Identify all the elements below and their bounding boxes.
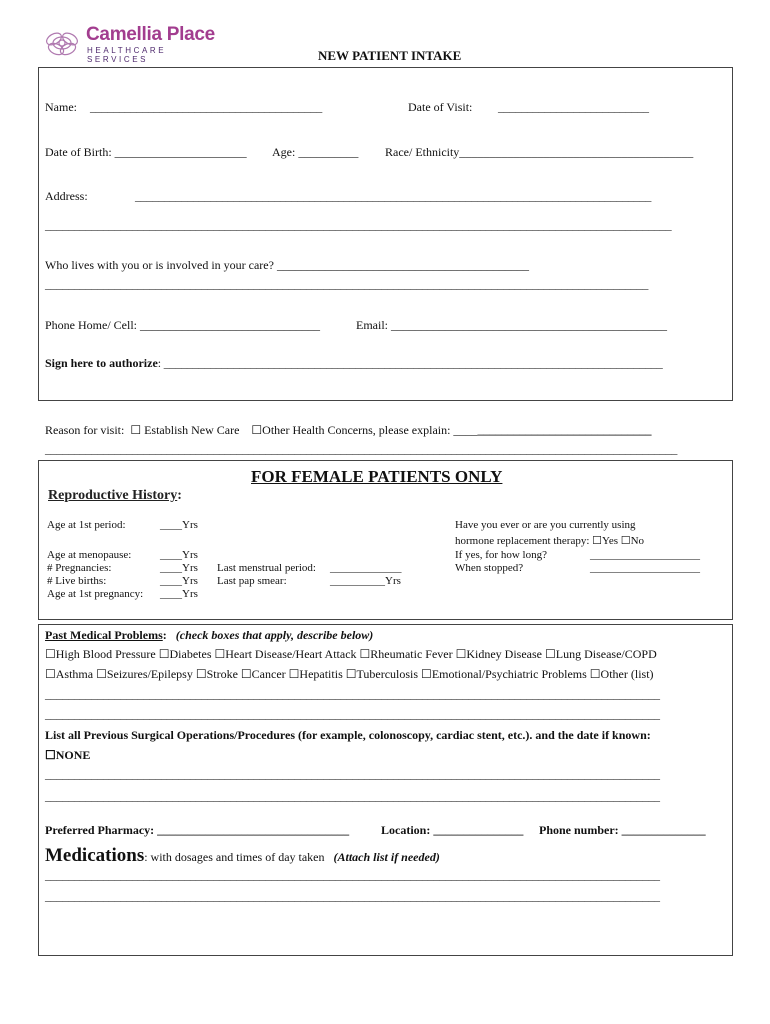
sign-label: Sign here to authorize — [45, 356, 158, 370]
camellia-flower-icon — [40, 26, 84, 60]
pharmacy-phone-field[interactable]: Phone number: ______________ — [539, 823, 706, 837]
live-births-label: # Live births: — [47, 575, 107, 587]
last-menstrual-label: Last menstrual period: — [217, 562, 316, 574]
signature-field[interactable]: : ______________________________________________________________________________________ — [157, 356, 663, 370]
location-field[interactable]: Location: _______________ — [381, 823, 524, 837]
medications-title: Medications — [45, 845, 145, 866]
first-pregnancy-label: Age at 1st pregnancy: — [47, 588, 144, 600]
conditions-line-2[interactable]: __________________________________________________________________________________________________________ — [45, 707, 660, 721]
age-field[interactable]: Age: __________ — [272, 145, 359, 159]
pregnancies-field[interactable]: ____Yrs — [160, 562, 198, 574]
pharmacy-field[interactable]: Preferred Pharmacy: ________________________________ — [45, 823, 350, 837]
surgical-line-1[interactable]: __________________________________________________________________________________________________________ — [45, 767, 660, 781]
phone-field[interactable]: Phone Home/ Cell: ______________________________ — [45, 318, 320, 332]
address-label: Address: — [45, 189, 88, 203]
race-field[interactable]: Race/ Ethnicity_______________________________________ — [385, 145, 694, 159]
caregiver-field[interactable]: Who lives with you or is involved in your care? __________________________________________ — [45, 258, 529, 272]
last-pap-label: Last pap smear: — [217, 575, 287, 587]
female-section-title: FOR FEMALE PATIENTS ONLY — [251, 467, 503, 486]
first-pregnancy-field[interactable]: ____Yrs — [160, 588, 198, 600]
last-pap-field[interactable]: __________Yrs — [330, 575, 401, 587]
last-menstrual-field[interactable]: _____________ — [330, 562, 402, 574]
name-label: Name: — [45, 100, 77, 114]
dob-field[interactable]: Date of Birth: ______________________ — [45, 145, 247, 159]
logo-subtitle: HEALTHCARE SERVICES — [87, 46, 167, 64]
menopause-label: Age at menopause: — [47, 549, 132, 561]
surgical-line-2[interactable]: __________________________________________________________________________________________________________ — [45, 789, 660, 803]
how-long-field[interactable]: ____________________ — [590, 549, 700, 561]
conditions-row-2[interactable]: ☐Asthma ☐Seizures/Epilepsy ☐Stroke ☐Cancer ☐Hepatitis ☐Tuberculosis ☐Emotional/Psychiatric Problems ☐Other (list) — [45, 667, 654, 681]
caregiver-line-2[interactable]: ________________________________________________________________________________________________________ — [45, 277, 649, 291]
reason-label: Reason for visit: — [45, 423, 125, 437]
how-long-label: If yes, for how long? — [455, 549, 547, 561]
reproductive-history-title: Reproductive History — [48, 488, 178, 503]
visit-date-field[interactable]: __________________________ — [498, 100, 649, 114]
surgical-title: List all Previous Surgical Operations/Procedures (for example, colonoscopy, cardiac stent, etc.). and the date if known: — [45, 728, 651, 742]
conditions-line-1[interactable]: __________________________________________________________________________________________________________ — [45, 687, 660, 701]
company-logo — [40, 24, 230, 64]
patient-info-section — [38, 67, 733, 401]
name-field[interactable]: ________________________________________ — [90, 100, 323, 114]
past-medical-title: Past Medical Problems — [45, 628, 163, 642]
first-period-field[interactable]: ____Yrs — [160, 519, 198, 531]
form-title: NEW PATIENT INTAKE — [318, 48, 462, 63]
address-line-2[interactable]: ____________________________________________________________________________________________________________ — [45, 218, 672, 232]
email-field[interactable]: Email: ______________________________________________ — [356, 318, 667, 332]
visit-date-label: Date of Visit: — [408, 100, 473, 114]
past-medical-note: (check boxes that apply, describe below) — [175, 628, 374, 642]
live-births-field[interactable]: ____Yrs — [160, 575, 198, 587]
address-field[interactable]: _________________________________________________________________________________________ — [135, 189, 652, 203]
when-stopped-field[interactable]: ____________________ — [590, 562, 700, 574]
first-period-label: Age at 1st period: — [47, 519, 126, 531]
medications-attach-note: (Attach list if needed) — [333, 850, 440, 864]
past-medical-colon: : — [162, 628, 167, 642]
hrt-checkboxes[interactable]: hormone replacement therapy: ☐Yes ☐No — [455, 535, 645, 547]
menopause-field[interactable]: ____Yrs — [160, 549, 198, 561]
conditions-row-1[interactable]: ☐High Blood Pressure ☐Diabetes ☐Heart Disease/Heart Attack ☐Rheumatic Fever ☐Kidney Disease ☐Lung Disease/COPD — [45, 647, 657, 661]
hrt-question: Have you ever or are you currently using — [455, 519, 636, 531]
medications-line-1[interactable]: __________________________________________________________________________________________________________ — [45, 868, 660, 882]
establish-care-checkbox[interactable]: ☐ Establish New Care — [130, 423, 240, 437]
reproductive-colon: : — [177, 488, 182, 503]
medications-line-2[interactable]: __________________________________________________________________________________________________________ — [45, 889, 660, 903]
when-stopped-label: When stopped? — [455, 562, 524, 574]
medications-note: : with dosages and times of day taken — [144, 850, 325, 864]
reason-line-2[interactable]: _____________________________________________________________________________________________________________ — [45, 442, 678, 456]
reason-explain-field[interactable]: _____________________________ — [477, 423, 652, 437]
none-checkbox[interactable]: ☐NONE — [45, 748, 91, 762]
other-concerns-checkbox[interactable]: ☐Other Health Concerns, please explain: ____ — [251, 423, 478, 437]
logo-name: Camellia Place — [86, 24, 215, 45]
pregnancies-label: # Pregnancies: — [47, 562, 112, 574]
